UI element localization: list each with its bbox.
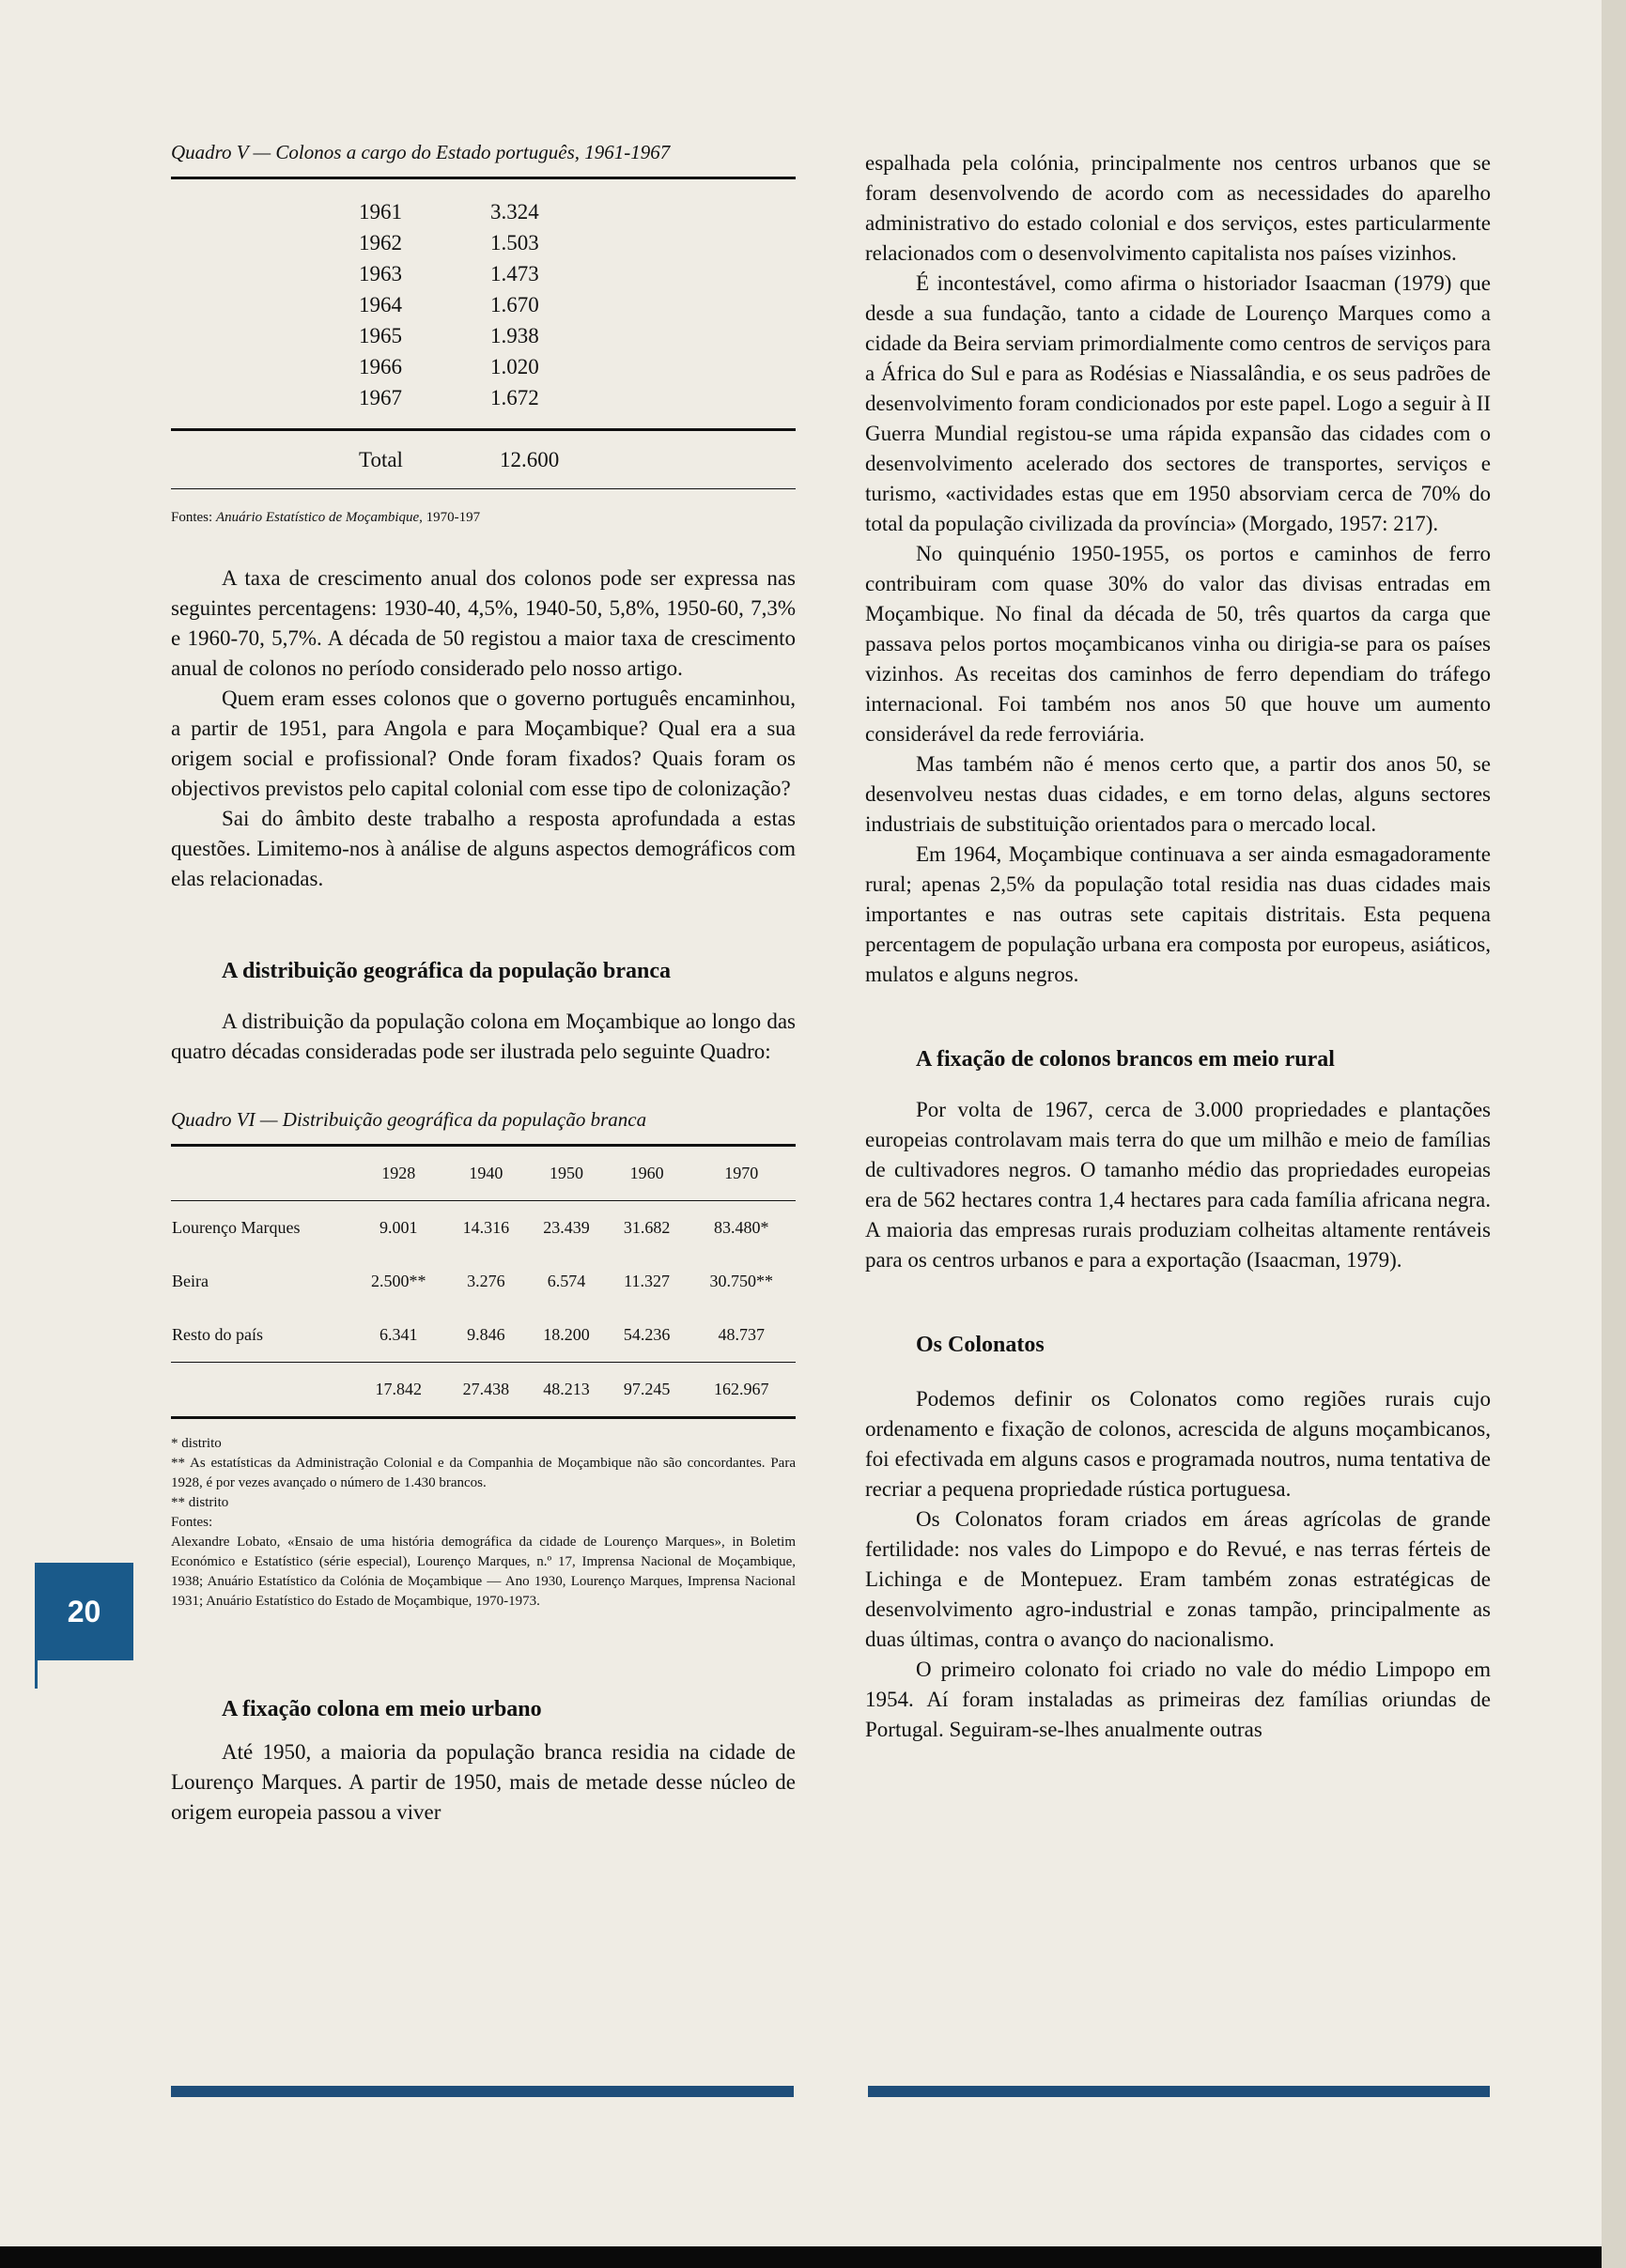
table-header-row bbox=[171, 1147, 796, 1201]
quadro6-notes bbox=[171, 1434, 796, 1612]
year-cell: 1961 bbox=[359, 200, 402, 224]
table-row bbox=[359, 258, 539, 289]
right-column bbox=[865, 148, 1491, 1745]
footer-bar-left bbox=[171, 2086, 794, 2097]
note: Fontes: bbox=[171, 1515, 213, 1530]
left-body bbox=[171, 563, 796, 894]
year-cell: 1962 bbox=[359, 231, 402, 255]
section-heading: Os Colonatos bbox=[916, 1333, 1045, 1357]
divider bbox=[171, 428, 796, 431]
column-header: 1940 bbox=[446, 1147, 527, 1201]
right-body bbox=[865, 148, 1491, 990]
table-cell: 2.500** bbox=[371, 1272, 426, 1290]
divider bbox=[171, 1416, 796, 1419]
table-row bbox=[171, 1255, 796, 1308]
table-cell: 54.236 bbox=[607, 1308, 688, 1363]
table-cell: 30.750** bbox=[709, 1272, 773, 1290]
table-row bbox=[359, 351, 539, 382]
year-cell: 1963 bbox=[359, 262, 402, 285]
totals-row bbox=[171, 1363, 796, 1417]
table-row bbox=[359, 227, 539, 258]
note: * distrito bbox=[171, 1436, 222, 1451]
paragraph: A distribuição da população colona em Moçambique ao longo das quatro décadas consideradas pode ser ilustrada pelo seguinte Quadro: bbox=[171, 1010, 796, 1063]
value-cell: 1.473 bbox=[490, 262, 539, 285]
source-suffix: , 1970-197 bbox=[419, 510, 481, 525]
footer-bar-right bbox=[868, 2086, 1490, 2097]
colonatos-body bbox=[865, 1384, 1491, 1745]
paragraph: É incontestável, como afirma o historiador Isaacman (1979) que desde a sua fundação, tanto a cidade de Lourenço Marques como a cidade da Beira serviam primordialmente como centros de serviços para a África do Sul e para as Rodésias e Niassalândia, e os seus padrões de desenvolvimento foram condicionados por este papel. Logo a seguir à II Guerra Mundial registou-se uma rápida expansão das cidades com o desenvolvimento acelerado dos sectores de transportes, serviços e turismo, «actividades estas que em 1950 absorviam cerca de 70% do total da população civilizada da província» (Morgado, 1957: 217). bbox=[865, 271, 1491, 535]
value-cell: 3.324 bbox=[490, 200, 539, 224]
note: ** As estatísticas da Administração Colonial e da Companhia de Moçambique não são concordantes. Para 1928, é por vezes avançado o número de 1.430 brancos. bbox=[171, 1456, 796, 1490]
year-cell: 1964 bbox=[359, 293, 402, 316]
paragraph: O primeiro colonato foi criado no vale do médio Limpopo em 1954. Aí foram instaladas as primeiras dez famílias oriundas de Portugal. Seguiram-se-lhes anualmente outras bbox=[865, 1658, 1491, 1741]
table-cell: 31.682 bbox=[623, 1218, 671, 1237]
source-title: Anuário Estatístico de Moçambique bbox=[215, 510, 420, 525]
quadro5-table bbox=[171, 177, 796, 528]
row-label: Lourenço Marques bbox=[172, 1218, 301, 1237]
table-cell: 48.737 bbox=[687, 1308, 796, 1363]
paragraph: Até 1950, a maioria da população branca residia na cidade de Lourenço Marques. A partir de 1950, mais de metade desse núcleo de origem europeia passou a viver bbox=[171, 1740, 796, 1824]
paragraph: espalhada pela colónia, principalmente nos centros urbanos que se foram desenvolvendo de acordo com as necessidades do aparelho administrativo do estado colonial e dos serviços, estes particularmente relacionados com o desenvolvimento capitalista nos países vizinhos. bbox=[865, 151, 1491, 265]
paragraph: Mas também não é menos certo que, a partir dos anos 50, se desenvolveu nestas duas cidades, e em torno delas, alguns sectores industriais de substituição orientados para o mercado local. bbox=[865, 752, 1491, 836]
page-number: 20 bbox=[35, 1563, 133, 1660]
year-cell: 1966 bbox=[359, 355, 402, 378]
paragraph: Quem eram esses colonos que o governo português encaminhou, a partir de 1951, para Angola e para Moçambique? Qual era a sua origem social e profissional? Onde foram fixados? Quais foram os objectivos previstos pelo capital colonial com esse tipo de colonização? bbox=[171, 687, 796, 800]
column-header: 1928 bbox=[351, 1147, 446, 1201]
total-label: Total bbox=[359, 448, 403, 471]
table-row bbox=[171, 1308, 796, 1363]
row-label: Beira bbox=[172, 1272, 209, 1290]
note: Alexandre Lobato, «Ensaio de uma história demográfica da cidade de Lourenço Marques», in Boletim Económico e Estatístico (série especial), Lourenço Marques, n.º 17, Imprensa Nacional de Moçambique, 1938; Anuário Estatístico da Colónia de Moçambique — Ano 1930, Lourenço Marques, Imprensa Nacional 1931; Anuário Estatístico do Estado de Moçambique, 1970-1973. bbox=[171, 1535, 796, 1609]
table-row bbox=[359, 382, 539, 413]
table-cell: 6.574 bbox=[547, 1272, 586, 1290]
table-row bbox=[171, 1201, 796, 1256]
left-column bbox=[171, 139, 796, 1828]
paragraph: Sai do âmbito deste trabalho a resposta aprofundada a estas questões. Limitemo-nos à análise de alguns aspectos demográficos com elas relacionadas. bbox=[171, 807, 796, 890]
paragraph: Em 1964, Moçambique continuava a ser ainda esmagadoramente rural; apenas 2,5% da população total residia nas duas cidades mais importantes e nas outras sete capitais distritais. Esta pequena percentagem de população urbana era composta por europeus, asiáticos, mulatos e alguns negros. bbox=[865, 842, 1491, 986]
table-cell: 23.439 bbox=[543, 1218, 590, 1237]
quadro6-title: Quadro VI — Distribuição geográfica da população branca bbox=[171, 1108, 647, 1131]
table-row bbox=[359, 289, 539, 320]
note: ** distrito bbox=[171, 1495, 229, 1510]
table-cell: 3.276 bbox=[467, 1272, 505, 1290]
table-cell: 83.480* bbox=[713, 1218, 769, 1237]
total-row bbox=[359, 444, 796, 475]
paragraph: Podemos definir os Colonatos como regiões rurais cujo ordenamento e fixação de colonos, acrescida de alguns moçambicanos, foi efectivada em alguns casos e programada noutros, numa tentativa de recriar a pequena propriedade rústica portuguesa. bbox=[865, 1387, 1491, 1501]
column-header: 1950 bbox=[526, 1147, 607, 1201]
value-cell: 1.503 bbox=[490, 231, 539, 255]
quadro6-table bbox=[171, 1144, 796, 1419]
section-heading: A distribuição geográfica da população branca bbox=[222, 959, 672, 983]
total-cell: 162.967 bbox=[713, 1380, 769, 1398]
column-header: 1960 bbox=[607, 1147, 688, 1201]
quadro5-title: Quadro V — Colonos a cargo do Estado português, 1961-1967 bbox=[171, 141, 671, 163]
value-cell: 1.020 bbox=[490, 355, 539, 378]
paragraph: Por volta de 1967, cerca de 3.000 propriedades e plantações europeias controlavam mais terra do que um milhão e meio de famílias de cultivadores negros. O tamanho médio das propriedades europeias era de 562 hectares contra 1,4 hectares para cada família africana negra. A maioria das empresas rurais produziam colheitas altamente rentáveis para os centros urbanos e para a exportação (Isaacman, 1979). bbox=[865, 1098, 1491, 1272]
section-heading: A fixação colona em meio urbano bbox=[222, 1697, 542, 1721]
divider bbox=[171, 488, 796, 489]
table-cell: 6.341 bbox=[351, 1308, 446, 1363]
quadro5-source bbox=[171, 508, 796, 528]
table-cell: 9.846 bbox=[446, 1308, 527, 1363]
page-edge bbox=[1602, 0, 1626, 2268]
source-prefix: Fontes: bbox=[171, 510, 216, 525]
value-cell: 1.672 bbox=[490, 386, 539, 409]
paragraph: A taxa de crescimento anual dos colonos pode ser expressa nas seguintes percentagens: 1930-40, 4,5%, 1940-50, 5,8%, 1950-60, 7,3% e 1960-70, 5,7%. A década de 50 registou a maior taxa de crescimento anual de colonos no período considerado pelo nosso artigo. bbox=[171, 566, 796, 680]
page-tab-line bbox=[35, 1660, 38, 1689]
total-cell: 48.213 bbox=[543, 1380, 590, 1398]
value-cell: 1.938 bbox=[490, 324, 539, 347]
table-row bbox=[359, 196, 539, 227]
year-cell: 1967 bbox=[359, 386, 402, 409]
row-label: Resto do país bbox=[171, 1308, 351, 1363]
total-cell: 17.842 bbox=[375, 1380, 423, 1398]
paragraph: No quinquénio 1950-1955, os portos e caminhos de ferro contribuiram com quase 30% do valor das divisas entradas em Moçambique. No final da década de 50, três quartos da carga que passava pelos portos moçambicanos vinha ou dirigia-se para os países vizinhos. As receitas dos caminhos de ferro dependiam do tráfego internacional. Foi também nos anos 50 que houve um aumento considerável da rede ferroviária. bbox=[865, 542, 1491, 746]
table-cell: 9.001 bbox=[379, 1218, 418, 1237]
table-cell: 18.200 bbox=[526, 1308, 607, 1363]
total-cell: 97.245 bbox=[623, 1380, 671, 1398]
total-cell: 27.438 bbox=[462, 1380, 510, 1398]
table-cell: 11.327 bbox=[624, 1272, 671, 1290]
table-row bbox=[359, 320, 539, 351]
paragraph: Os Colonatos foram criados em áreas agrícolas de grande fertilidade: nos vales do Limpopo e do Revué, e nas terras férteis de Lichinga e de Montepuez. Eram também zonas estratégicas de desenvolvimento agro-industrial e zonas tampão, principalmente as duas últimas, contra o avanço do nacionalismo. bbox=[865, 1507, 1491, 1651]
value-cell: 1.670 bbox=[490, 293, 539, 316]
column-header: 1970 bbox=[687, 1147, 796, 1201]
table-cell: 14.316 bbox=[462, 1218, 510, 1237]
section-heading: A fixação de colonos brancos em meio rural bbox=[916, 1047, 1335, 1072]
divider bbox=[171, 177, 796, 179]
year-cell: 1965 bbox=[359, 324, 402, 347]
total-value: 12.600 bbox=[500, 448, 560, 471]
